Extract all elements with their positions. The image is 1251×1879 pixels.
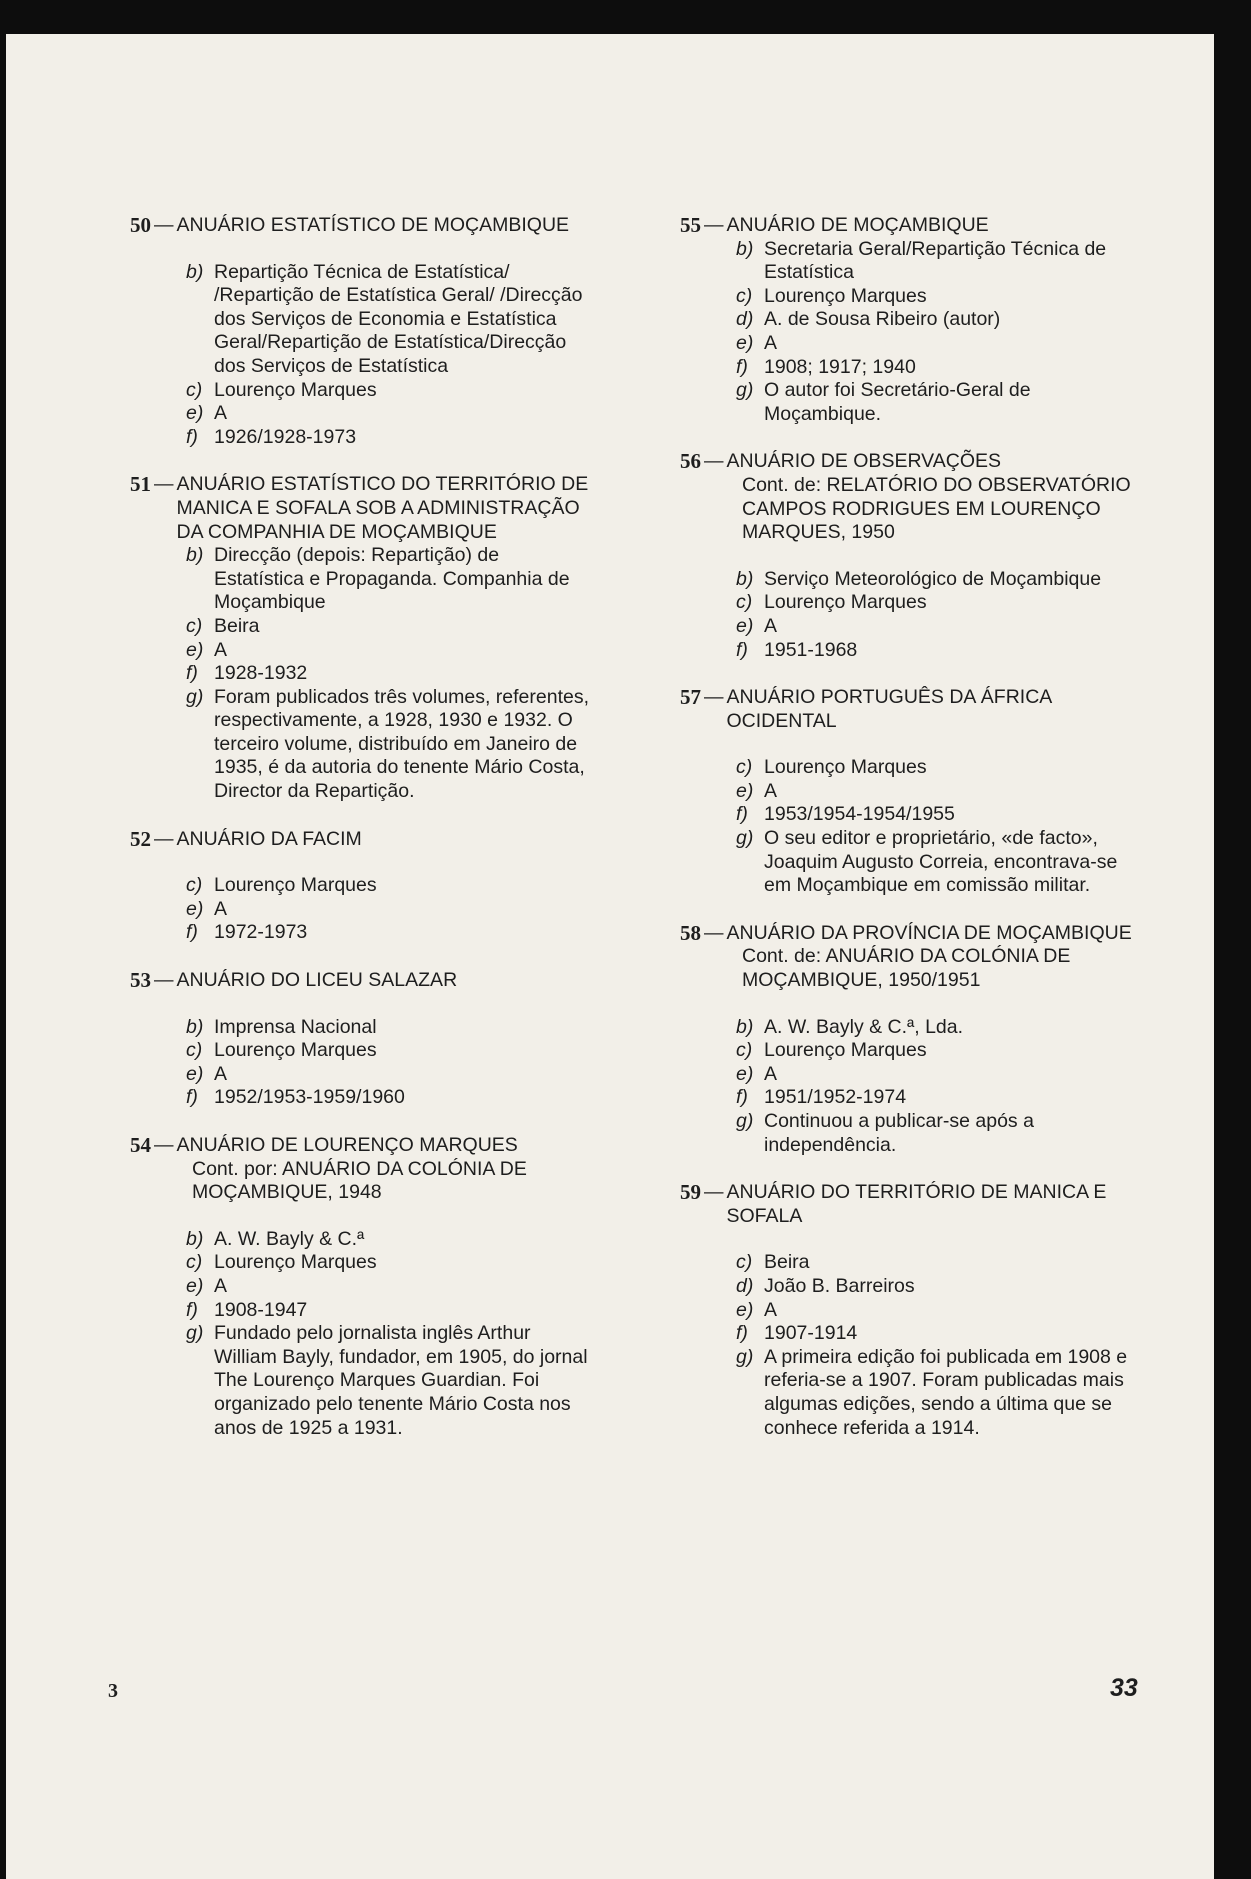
entry-field (186, 686, 590, 804)
spacer (130, 238, 590, 261)
entry-field (736, 308, 1140, 332)
folio-mark: 3 (108, 1680, 118, 1702)
field-value: 1928-1932 (214, 662, 308, 685)
field-value: João B. Barreiros (764, 1274, 915, 1297)
field-value: Lourenço Marques (214, 1251, 377, 1274)
entry-field (736, 1275, 1140, 1299)
field-letter: g) (736, 827, 754, 850)
field-letter: e) (186, 1274, 204, 1297)
catalog-entry (130, 473, 590, 803)
entry-field (186, 1275, 590, 1299)
field-value: Lourenço Marques (214, 1039, 377, 1062)
field-letter: g) (186, 685, 204, 708)
field-letter: c) (186, 874, 203, 897)
field-value: 1908; 1917; 1940 (764, 355, 916, 378)
field-letter: e) (736, 1298, 754, 1321)
continuation-note: Cont. de: RELATÓRIO DO OBSERVATÓRIO CAMPOS RODRIGUES EM LOURENÇO MARQUES, 1950 (742, 473, 1131, 544)
field-letter: c) (186, 614, 203, 637)
spacer (680, 733, 1140, 756)
em-dash: — (154, 1134, 174, 1156)
field-letter: g) (736, 1345, 754, 1368)
field-letter: f) (186, 1298, 198, 1321)
entry-field (736, 1063, 1140, 1087)
entry-number: 54 (130, 1133, 151, 1157)
entry-field (736, 1251, 1140, 1275)
field-letter: e) (186, 402, 204, 425)
spacer (680, 545, 1140, 568)
field-letter: d) (736, 1274, 754, 1297)
field-value: A. W. Bayly & C.ª, Lda. (764, 1015, 964, 1038)
entry-title: ANUÁRIO DO LICEU SALAZAR (176, 969, 458, 992)
field-value: A primeira edição foi publicada em 1908 e referia-se a 1907. Foram publicadas mais algumas edições, sendo a última que se conhece referida a 1914. (764, 1345, 1128, 1439)
field-letter: f) (186, 662, 198, 685)
entry-field (186, 639, 590, 663)
entry-heading (680, 686, 1140, 733)
entry-number: 55 (680, 213, 701, 237)
entry-heading (130, 473, 590, 544)
entry-field (736, 332, 1140, 356)
entry-field (186, 662, 590, 686)
continuation-note: Cont. de: ANUÁRIO DA COLÓNIA DE MOÇAMBIQUE, 1950/1951 (742, 945, 1071, 992)
em-dash: — (154, 969, 174, 992)
entry-field (736, 1086, 1140, 1110)
field-value: A (764, 779, 778, 802)
entry-title: ANUÁRIO DE MOÇAMBIQUE (726, 214, 989, 236)
page-number: 33 (1110, 1674, 1138, 1702)
field-value: Secretaria Geral/Repartição Técnica de Estatística (764, 237, 1107, 284)
entry-field (736, 591, 1140, 615)
entry-title: ANUÁRIO DA FACIM (176, 827, 362, 850)
field-letter: f) (186, 1086, 198, 1109)
entry-title: ANUÁRIO ESTATÍSTICO DE MOÇAMBIQUE (176, 214, 570, 236)
field-letter: e) (186, 1062, 204, 1085)
entry-field (186, 1299, 590, 1323)
entry-field (736, 780, 1140, 804)
field-letter: e) (186, 897, 204, 920)
field-value: Direcção (depois: Repartição) de Estatística e Propaganda. Companhia de Moçambique (214, 544, 570, 614)
entry-number: 59 (680, 1180, 701, 1205)
spacer (130, 993, 590, 1016)
field-letter: b) (186, 544, 204, 567)
entry-field (736, 803, 1140, 827)
field-value: A (764, 1062, 778, 1085)
entry-field (186, 261, 590, 379)
entry-title: ANUÁRIO DE LOURENÇO MARQUES (176, 1134, 518, 1156)
field-letter: b) (736, 567, 754, 590)
entry-field (736, 1039, 1140, 1063)
entry-number: 56 (680, 449, 701, 474)
field-value: Beira (764, 1251, 810, 1274)
field-letter: f) (736, 355, 748, 378)
entry-heading (680, 450, 1140, 474)
catalog-entry (680, 922, 1140, 1157)
entry-field (186, 1228, 590, 1252)
em-dash: — (704, 214, 724, 236)
entry-field (736, 285, 1140, 309)
field-letter: b) (186, 1227, 204, 1250)
field-value: Lourenço Marques (764, 591, 927, 614)
field-value: Lourenço Marques (764, 756, 927, 779)
field-value: A (214, 402, 228, 425)
entry-field (186, 874, 590, 898)
continuation-note: Cont. por: ANUÁRIO DA COLÓNIA DE (192, 1157, 527, 1180)
field-value: Imprensa Nacional (214, 1015, 377, 1038)
em-dash: — (154, 827, 174, 850)
entry-number: 50 (130, 213, 151, 237)
field-value: 1951/1952-1974 (764, 1086, 907, 1109)
entry-field (186, 921, 590, 945)
entry-field (736, 568, 1140, 592)
field-letter: c) (736, 1039, 753, 1062)
field-letter: g) (736, 379, 754, 402)
entry-field (186, 544, 590, 615)
entry-heading (130, 969, 590, 993)
field-letter: e) (736, 1062, 754, 1085)
em-dash: — (704, 921, 724, 944)
em-dash: — (704, 686, 724, 709)
right-column (680, 214, 1140, 1464)
entry-title: ANUÁRIO DE OBSERVAÇÕES (726, 450, 1002, 473)
em-dash: — (154, 214, 174, 236)
field-value: A. de Sousa Ribeiro (autor) (764, 308, 1001, 331)
field-value: 1951-1968 (764, 638, 858, 661)
field-value: Lourenço Marques (214, 378, 377, 401)
spacer (130, 851, 590, 874)
entry-field (186, 1063, 590, 1087)
field-value: Lourenço Marques (214, 874, 377, 897)
field-letter: f) (186, 921, 198, 944)
catalog-entry (130, 1134, 590, 1440)
field-letter: c) (186, 1039, 203, 1062)
field-value: A. W. Bayly & C.ª (214, 1227, 365, 1250)
field-letter: e) (736, 779, 754, 802)
field-letter: e) (186, 638, 204, 661)
field-letter: g) (186, 1322, 204, 1345)
field-value: Continuou a publicar-se após a independência. (764, 1110, 1034, 1156)
field-letter: e) (736, 331, 754, 354)
field-letter: c) (186, 1251, 203, 1274)
catalog-entry (680, 450, 1140, 662)
field-letter: c) (736, 284, 753, 307)
field-value: A (214, 1274, 228, 1297)
left-column (130, 214, 590, 1464)
field-value: Lourenço Marques (764, 1039, 927, 1062)
entry-title: ANUÁRIO DO TERRITÓRIO DE MANICA E SOFALA (726, 1181, 1107, 1227)
em-dash: — (704, 1181, 724, 1204)
field-value: A (764, 1298, 778, 1321)
field-value: O autor foi Secretário-Geral de Moçambique. (764, 379, 1031, 425)
entry-field (736, 1110, 1140, 1157)
field-value: Serviço Meteorológico de Moçambique (764, 567, 1102, 590)
entry-title: ANUÁRIO PORTUGUÊS DA ÁFRICA OCIDENTAL (726, 686, 1052, 732)
book-page (6, 34, 1214, 1879)
field-letter: b) (736, 237, 754, 260)
catalog-entry (130, 969, 590, 1110)
entry-field (736, 1346, 1140, 1440)
catalog-entry (680, 214, 1140, 426)
field-value: Repartição Técnica de Estatística/ /Repartição de Estatística Geral/ /Direcção dos Serviços de Economia e Estatística Geral/Repartição de Estatística/Direcção dos Serviços de Estatística (214, 260, 583, 377)
catalog-entry (680, 1181, 1140, 1440)
field-value: A (214, 897, 228, 920)
field-value: 1908-1947 (214, 1298, 308, 1321)
field-letter: d) (736, 308, 754, 331)
em-dash: — (704, 450, 724, 473)
field-value: A (764, 614, 778, 637)
entry-number: 57 (680, 685, 701, 710)
field-value: A (214, 1062, 228, 1085)
entry-field (736, 1322, 1140, 1346)
entry-heading (130, 828, 590, 852)
entry-heading (130, 1134, 590, 1158)
field-value: 1953/1954-1954/1955 (764, 803, 955, 826)
spacer (680, 1228, 1140, 1251)
field-value: 1972-1973 (214, 921, 308, 944)
field-letter: f) (736, 1086, 748, 1109)
entry-field (186, 1039, 590, 1063)
field-value: 1907-1914 (764, 1322, 858, 1345)
field-value: Foram publicados três volumes, referentes, respectivamente, a 1928, 1930 e 1932. O terceiro volume, distribuído em Janeiro de 1935, é da autoria do tenente Mário Costa, Director da Repartição. (214, 685, 589, 803)
field-letter: b) (186, 1015, 204, 1038)
field-value: 1952/1953-1959/1960 (214, 1086, 405, 1109)
catalog-entry (130, 214, 590, 449)
field-letter: f) (186, 425, 198, 448)
entry-number: 58 (680, 920, 701, 945)
entry-heading (680, 214, 1140, 238)
field-letter: b) (186, 260, 204, 283)
entry-field (186, 426, 590, 450)
entry-field (186, 898, 590, 922)
field-letter: c) (736, 1251, 753, 1274)
field-letter: f) (736, 1322, 748, 1345)
em-dash: — (154, 473, 174, 496)
entry-field (186, 1086, 590, 1110)
field-letter: e) (736, 614, 754, 637)
catalog-entry (680, 686, 1140, 898)
spacer (130, 1205, 590, 1228)
entry-field (186, 1322, 590, 1440)
entry-number: 52 (130, 826, 151, 851)
entry-field (736, 356, 1140, 380)
entry-title: ANUÁRIO DA PROVÍNCIA DE MOÇAMBIQUE (726, 921, 1132, 944)
entry-field (186, 402, 590, 426)
field-letter: f) (736, 803, 748, 826)
continuation-note: MOÇAMBIQUE, 1948 (192, 1181, 382, 1204)
field-value: O seu editor e proprietário, «de facto», Joaquim Augusto Correia, encontrava-se em Moçambique em comissão militar. (764, 827, 1118, 897)
field-letter: b) (736, 1015, 754, 1038)
entry-number: 51 (130, 472, 151, 497)
field-value: Lourenço Marques (764, 284, 927, 307)
entry-heading (680, 922, 1140, 946)
entry-title: ANUÁRIO ESTATÍSTICO DO TERRITÓRIO DE MANICA E SOFALA SOB A ADMINISTRAÇÃO DA COMPANHIA DE MOÇAMBIQUE (176, 473, 589, 543)
field-letter: c) (736, 591, 753, 614)
entry-field (736, 827, 1140, 898)
entry-field (736, 238, 1140, 285)
field-letter: g) (736, 1110, 754, 1132)
field-letter: f) (736, 638, 748, 661)
field-value: Beira (214, 614, 260, 637)
field-letter: c) (736, 756, 753, 779)
catalog-entry (130, 828, 590, 945)
entry-heading (680, 1181, 1140, 1228)
entry-field (736, 1299, 1140, 1323)
entry-field (186, 379, 590, 403)
entry-field (736, 379, 1140, 426)
entry-heading (130, 214, 590, 238)
entry-field (186, 615, 590, 639)
field-value: 1926/1928-1973 (214, 425, 357, 448)
field-value: A (214, 638, 228, 661)
entry-field (736, 615, 1140, 639)
field-value: Fundado pelo jornalista inglês Arthur William Bayly, fundador, em 1905, do jornal The Lourenço Marques Guardian. Foi organizado pelo tenente Mário Costa nos anos de 1925 a 1931. (214, 1322, 588, 1439)
entry-field (736, 1016, 1140, 1040)
entry-field (186, 1016, 590, 1040)
entry-field (736, 639, 1140, 663)
field-value: A (764, 331, 778, 354)
entry-number: 53 (130, 968, 151, 993)
entry-field (736, 756, 1140, 780)
entry-field (186, 1251, 590, 1275)
spacer (680, 993, 1140, 1016)
field-letter: c) (186, 378, 203, 401)
